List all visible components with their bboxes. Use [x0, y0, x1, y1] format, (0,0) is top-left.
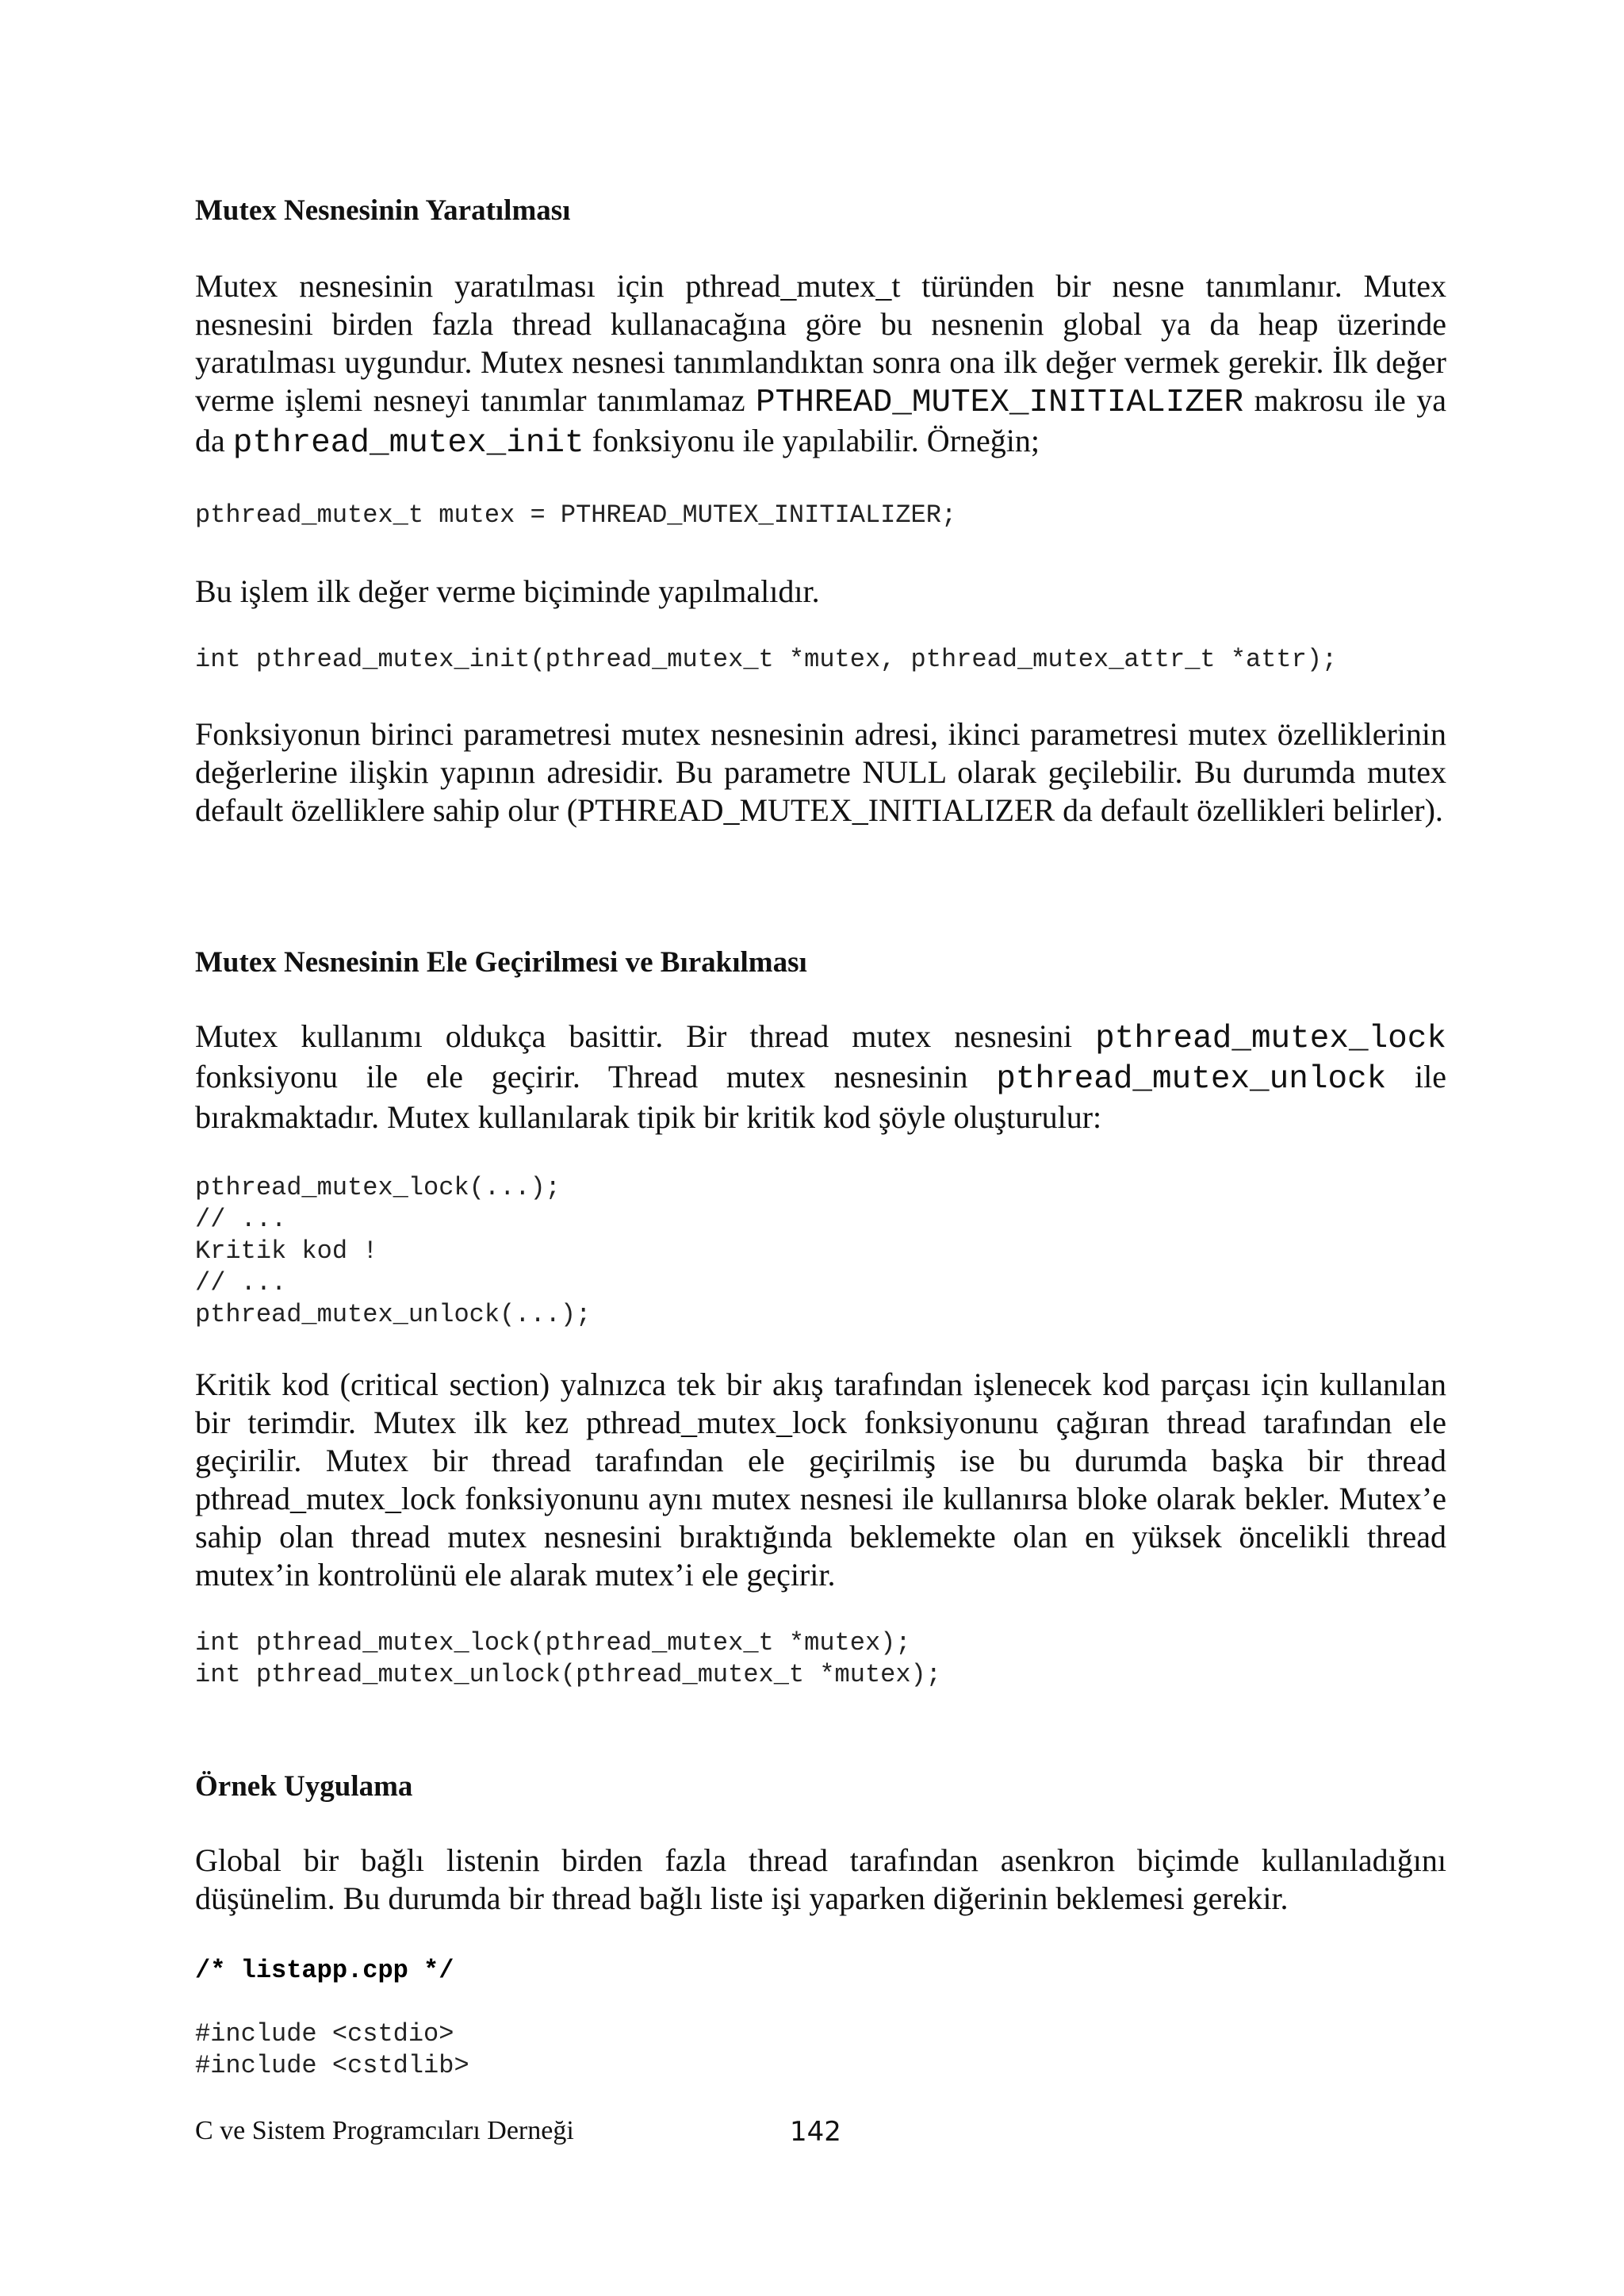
inline-code-mutex-lock: pthread_mutex_lock [1095, 1021, 1446, 1057]
code-block-includes: #include <cstdio> #include <cstdlib> [195, 2019, 469, 2080]
paragraph-mutex-creation-intro [195, 267, 1446, 462]
paragraph-text: makrosu ile ya da [195, 382, 1446, 458]
page-number: 142 [790, 2116, 841, 2148]
code-block-critical-section: pthread_mutex_lock(...); // ... Kritik kod ! // ... pthread_mutex_unlock(...); [195, 1173, 592, 1329]
inline-code-mutex-unlock: pthread_mutex_unlock [996, 1061, 1387, 1098]
inline-code-mutex-init: pthread_mutex_init [232, 425, 584, 462]
code-file-title: /* listapp.cpp */ [195, 1956, 454, 1985]
footer-organization: C ve Sistem Programcıları Derneği [195, 2116, 574, 2145]
code-block-lock-unlock-prototypes: int pthread_mutex_lock(pthread_mutex_t *mutex); int pthread_mutex_unlock(pthread_mutex_t *mutex); [195, 1628, 941, 1689]
paragraph-example-intro: Global bir bağlı listenin birden fazla thread tarafından asenkron biçimde kullanıladığını düşünelim. Bu durumda bir thread bağlı liste işi yaparken diğerinin beklemesi gerekir. [195, 1842, 1446, 1916]
paragraph-text: ile bırakmaktadır. Mutex kullanılarak tipik bir kritik kod şöyle oluşturulur: [195, 1059, 1446, 1135]
paragraph-text: fonksiyonu ile yapılabilir. Örneğin; [584, 423, 1040, 458]
paragraph-lock-unlock-intro [195, 1018, 1446, 1137]
code-block-initializer: pthread_mutex_t mutex = PTHREAD_MUTEX_INITIALIZER; [195, 500, 957, 530]
paragraph-text: Mutex kullanımı oldukça basittir. Bir thread mutex nesnesini [195, 1018, 1096, 1054]
code-block-mutex-init-prototype: int pthread_mutex_init(pthread_mutex_t *mutex, pthread_mutex_attr_t *attr); [195, 645, 1338, 674]
paragraph-init-params: Fonksiyonun birinci parametresi mutex nesnesinin adresi, ikinci parametresi mutex özelliklerinin değerlerine ilişkin yapının adresidir. Bu parametre NULL olarak geçilebilir. Bu durumda mutex default özelliklere sahip olur (PTHREAD_MUTEX_INITIALIZER da default özellikleri belirler). [195, 716, 1446, 828]
paragraph-text: Mutex nesnesinin yaratılması için pthread_mutex_t türünden bir nesne tanımlanır. Mutex nesnesini birden fazla thread kullanacağına göre bu nesnenin global ya da heap üzerinde yaratılması uygundur. Mutex nesnesi tanımlandıktan sonra ona ilk değer vermek gerekir. İlk değer verme işlemi nesneyi tanımlar tanımlamaz [195, 268, 1446, 418]
paragraph-critical-section: Kritik kod (critical section) yalnızca tek bir akış tarafından işlenecek kod parçası için kullanılan bir terimdir. Mutex ilk kez pthread_mutex_lock fonksiyonunu çağıran thread tarafından ele geçirilir. Mutex bir thread tarafından ele geçirilmiş ise bu durumda başka bir thread pthread_mutex_lock fonksiyonunu aynı mutex nesnesi ile kullanırsa bloke olarak bekler. Mutex’e sahip olan thread mutex nesnesini bıraktığında beklemekte olan en yüksek öncelikli thread mutex’in kontrolünü ele alarak mutex’i ele geçirir. [195, 1366, 1446, 1593]
section-title-mutex-creation: Mutex Nesnesinin Yaratılması [195, 194, 571, 227]
paragraph-text: fonksiyonu ile ele geçirir. Thread mutex nesnesinin [195, 1059, 997, 1094]
section-title-example: Örnek Uygulama [195, 1770, 413, 1803]
paragraph-init-note: Bu işlem ilk değer verme biçiminde yapılmalıdır. [195, 573, 820, 609]
section-title-lock-unlock: Mutex Nesnesinin Ele Geçirilmesi ve Bırakılması [195, 946, 807, 979]
inline-code-initializer: PTHREAD_MUTEX_INITIALIZER [756, 385, 1244, 421]
